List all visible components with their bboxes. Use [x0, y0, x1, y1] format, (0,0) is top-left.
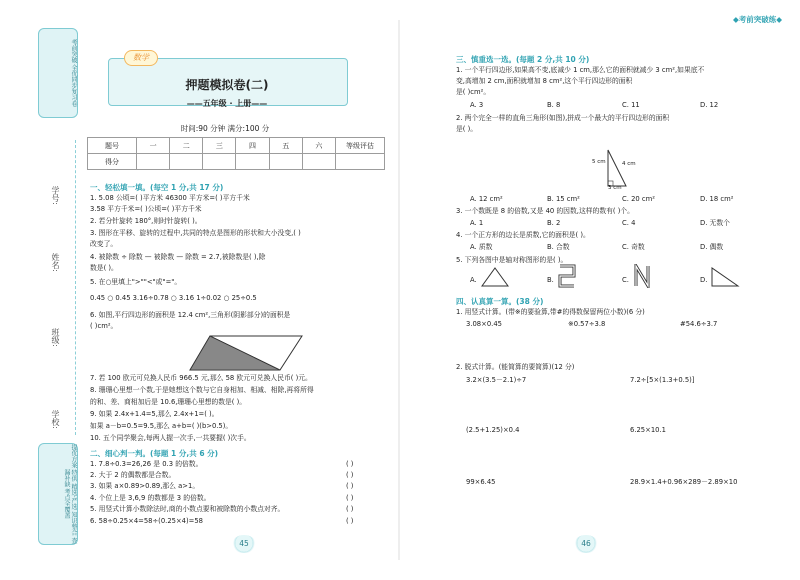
- question-line: 8. 珊珊心里想一个数,于是她想这个数与它自身相加、相减、相除,再将所得: [90, 386, 314, 394]
- question-line: 10. 五个同学聚会,每两人握一次手,一共要握( )次手。: [90, 434, 251, 442]
- option-b: B.: [547, 276, 554, 284]
- judge-item: 1. 7.8÷0.3=26,26 是 0.3 的倍数。: [90, 460, 203, 468]
- judge-item: 3. 如果 a×0.89>0.89,那么 a>1。: [90, 482, 200, 490]
- test-title: 押题模拟卷(二): [185, 78, 269, 92]
- table-cell: 得分: [88, 154, 137, 170]
- page-number: 46: [574, 535, 598, 553]
- calc-item: #54.6÷3.7: [680, 320, 718, 328]
- score-input-cell[interactable]: [336, 154, 385, 170]
- question-line: 是( )。: [456, 125, 478, 133]
- right-triangle-shape: [710, 266, 740, 288]
- school-field: 学校:: [51, 410, 60, 429]
- option-c: C. 4: [622, 219, 636, 227]
- question-line: 3. 一个数既是 8 的倍数,又是 40 的因数,这样的数有( )个。: [456, 207, 634, 215]
- option-b: B. 合数: [547, 243, 570, 251]
- question-line: 变,高增加 2 cm,面积就增加 8 cm²,这个平行四边形的面积: [456, 77, 633, 85]
- question-line: 1. 一个平行四边形,如果高不变,底减少 1 cm,那么它的面积就减少 3 cm²,如果底不: [456, 66, 705, 74]
- question-line: 7. 若 100 欧元可兑换人民币 966.5 元,那么 58 欧元可兑换人民币( )元。: [90, 374, 312, 382]
- question-line: 1. 5.08 公顷=( )平方米 46300 平方米=( )平方千米: [90, 194, 250, 202]
- score-table: [87, 137, 385, 170]
- calc-item: (2.5+1.25)×0.4: [466, 426, 520, 434]
- option-b: B. 2: [547, 219, 561, 227]
- question-line: 改变了。: [90, 240, 118, 248]
- subject-badge: 数学: [124, 50, 158, 66]
- question-line: 3.58 平方千米=( )公顷=( )平方千米: [90, 205, 202, 213]
- name-field: 姓名:: [51, 253, 60, 272]
- triangle-label: 5 cm: [592, 159, 606, 165]
- score-input-cell[interactable]: [269, 154, 302, 170]
- option-a: A.: [470, 276, 477, 284]
- calc-item: 3.2×(3.5－2.1)÷7: [466, 376, 527, 384]
- question-line: 2. 两个完全一样的直角三角形(如图),拼成一个最大的平行四边形的面积: [456, 114, 670, 122]
- triangle-label: 3 cm: [608, 185, 622, 191]
- judge-item: 4. 个位上是 3,6,9 的数都是 3 的倍数。: [90, 494, 211, 502]
- answer-paren[interactable]: ( ): [346, 517, 354, 525]
- student-id-field: 学号:: [51, 186, 60, 205]
- table-cell: 题号: [88, 138, 137, 154]
- option-c: C. 20 cm²: [622, 195, 655, 203]
- option-c: C. 奇数: [622, 243, 645, 251]
- section-heading: 三、慎重选一选。(每题 2 分,共 10 分): [456, 55, 590, 64]
- answer-paren[interactable]: ( ): [346, 460, 354, 468]
- time-score: 时间:90 分钟 满分:100 分: [180, 124, 270, 133]
- option-d: D. 偶数: [700, 243, 724, 251]
- option-b: B. 8: [547, 101, 561, 109]
- judge-item: 6. 58÷0.25×4=58÷(0.25×4)=58: [90, 517, 203, 525]
- option-c: C.: [622, 276, 629, 284]
- score-input-cell[interactable]: [137, 154, 170, 170]
- table-cell: 六: [302, 138, 335, 154]
- answer-paren[interactable]: ( ): [346, 505, 354, 513]
- option-b: B. 15 cm²: [547, 195, 580, 203]
- section-heading: 四、认真算一算。(38 分): [456, 297, 544, 306]
- question-line: 如果 a－b=0.5=9.5,那么 a+b=( )(b>0.5)。: [90, 422, 233, 430]
- table-cell: 四: [236, 138, 269, 154]
- option-a: A. 3: [470, 101, 484, 109]
- calc-item: 6.25×10.1: [630, 426, 666, 434]
- page-number: 45: [232, 535, 256, 553]
- option-d: D. 12: [700, 101, 719, 109]
- question-line: 0.45 ○ 0.45 3.16÷0.78 ○ 3.16 1÷0.02 ○ 25÷0.5: [90, 294, 257, 302]
- option-d: D.: [700, 276, 708, 284]
- question-line: 4. 被除数 ÷ 除数 — 被除数 — 除数 = 2.7,被除数是( ),除: [90, 253, 266, 261]
- option-c: C. 11: [622, 101, 640, 109]
- sidebar-divider: [75, 140, 77, 435]
- option-a: A. 质数: [470, 243, 493, 251]
- question-line: 5. 在○里填上">""<"或"="。: [90, 278, 182, 286]
- option-a: A. 1: [470, 219, 484, 227]
- score-table-header: [88, 138, 385, 154]
- class-field: 班级:: [51, 328, 60, 347]
- answer-paren[interactable]: ( ): [346, 471, 354, 479]
- sidebar-promo-card: 提优方案 特供 精选·严选 知识整合 查漏补缺 考点全覆盖: [38, 443, 78, 545]
- table-cell: 一: [137, 138, 170, 154]
- question-line: 5. 下列各图中是轴对称图形的是( )。: [456, 256, 568, 264]
- section-heading: 一、轻松填一填。(每空 1 分,共 17 分): [90, 183, 224, 192]
- option-a: A. 12 cm²: [470, 195, 503, 203]
- sidebar: [38, 28, 76, 548]
- table-cell: 五: [269, 138, 302, 154]
- parallelogram-figure: [188, 334, 308, 372]
- triangle-shape: [480, 266, 510, 288]
- practice-label: ◆考前突破练◆: [732, 15, 782, 24]
- calc-item: 28.9×1.4+0.96×289－2.89×10: [630, 478, 738, 486]
- score-input-cell[interactable]: [170, 154, 203, 170]
- option-d: D. 无数个: [700, 219, 730, 227]
- calc-item: 99×6.45: [466, 478, 496, 486]
- question-line: ( )cm²。: [90, 322, 118, 330]
- digit-two-shape: [558, 264, 576, 288]
- question-line: 6. 如图,平行四边形的面积是 12.4 cm²,三角形(阴影部分)的面积是: [90, 311, 291, 319]
- table-cell: 二: [170, 138, 203, 154]
- judge-item: 2. 大于 2 的偶数都是合数。: [90, 471, 176, 479]
- section-heading: 二、细心判一判。(每题 1 分,共 6 分): [90, 449, 219, 458]
- score-input-cell[interactable]: [203, 154, 236, 170]
- letter-n-shape: [633, 264, 651, 288]
- answer-paren[interactable]: ( ): [346, 482, 354, 490]
- right-page: [400, 0, 800, 580]
- triangle-label: 4 cm: [622, 161, 636, 167]
- calc-item: 3.08×0.45: [466, 320, 502, 328]
- question-line: 2. 脱式计算。(能简算的要简算)(12 分): [456, 363, 575, 371]
- question-line: 数是( )。: [90, 264, 118, 272]
- question-line: 3. 图形在平移、旋转的过程中,共同的特点是图形的形状和大小没变,( ): [90, 229, 301, 237]
- calc-item: 7.2÷[5×(1.3+0.5)]: [630, 376, 695, 384]
- judge-item: 5. 用竖式计算小数除法时,商的小数点要和被除数的小数点对齐。: [90, 505, 285, 513]
- question-line: 是( )cm²。: [456, 88, 491, 96]
- score-table-row: [88, 154, 385, 170]
- question-line: 4. 一个正方形的边长是质数,它的面积是( )。: [456, 231, 590, 239]
- question-line: 1. 用竖式计算。(带※的要验算,带#的得数保留两位小数)(6 分): [456, 308, 645, 316]
- question-line: 9. 如果 2.4x+1.4=5,那么 2.4x+1=( )。: [90, 410, 219, 418]
- calc-item: ※0.57÷3.8: [568, 320, 606, 328]
- table-cell: 等级评估: [336, 138, 385, 154]
- option-d: D. 18 cm²: [700, 195, 734, 203]
- score-input-cell[interactable]: [236, 154, 269, 170]
- answer-paren[interactable]: ( ): [346, 494, 354, 502]
- test-subtitle: ——五年级 · 上册——: [186, 99, 268, 108]
- score-input-cell[interactable]: [302, 154, 335, 170]
- table-cell: 三: [203, 138, 236, 154]
- question-line: 2. 若分针旋转 180°,则时针旋转( )。: [90, 217, 202, 225]
- sidebar-brand-card: 考前突破 全优同步复习卷: [38, 28, 78, 118]
- question-line: 的和、差、商相加后是 10.6,珊珊心里想的数是( )。: [90, 398, 247, 406]
